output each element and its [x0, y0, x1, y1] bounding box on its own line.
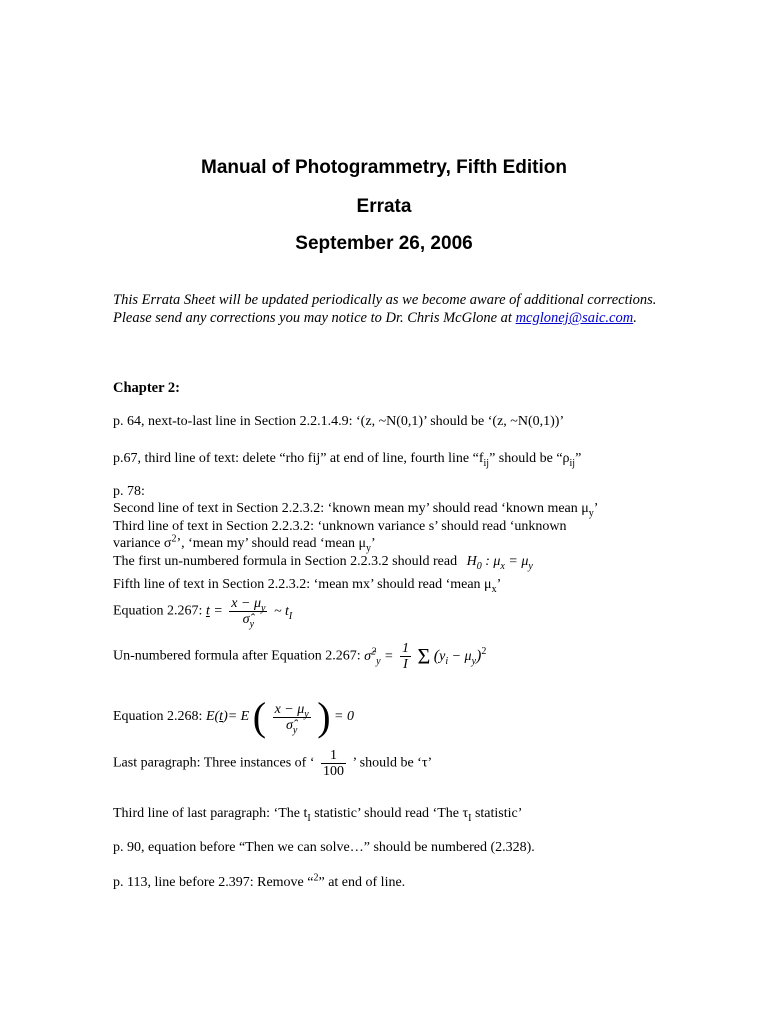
errata-p78: p. 78: [113, 484, 145, 499]
errata-p113: p. 113, line before 2.397: Remove “$^2$” at end of line. [113, 872, 406, 890]
errata-p78-line2: Third line of text in Section 2.2.3.2: ‘unknown variance s’ should read ‘unknown [113, 519, 567, 534]
errata-p78-line1: Second line of text in Section 2.2.3.2: ‘known mean my’ should read ‘known mean $\mu_y$’ [113, 501, 599, 519]
errata-p78-line4: The first un-numbered formula in Section 2.2.3.2 should read $H_0$ : $\mu_x = \mu_y$ [113, 554, 533, 572]
errata-p67: p.67, third line of text: delete “rho fij” at end of line, fourth line “$f_{ij}$” should be “$\rho_{ij}$” [113, 451, 582, 469]
document-title: Manual of Photogrammetry, Fifth Edition [201, 157, 567, 178]
equation-2-268: Equation 2.268: E(t)= E ( $\frac{x - \mu_y}{\sigmâ_y}$ ) = 0 [113, 694, 354, 739]
errata-p78-line5: Fifth line of text in Section 2.2.3.2: ‘mean mx’ should read ‘mean $\mu_x$’ [113, 577, 502, 595]
intro-text: This Errata Sheet will be updated periodically as we become aware of additional corrections. Please send any corrections you may notice to Dr. Chris McGlone at [113, 292, 657, 326]
equation-2-267: Equation 2.267: t = $\frac{x - \mu_y}{\sigmâ_y}$ ~ $t_I$ [113, 596, 293, 630]
fraction-2-267: $\frac{x - \mu_y}{\sigmâ_y}$ [231, 596, 266, 630]
chapter-heading: Chapter 2: [113, 380, 180, 396]
formula-h0: $H_0$ : $\mu_x = \mu_y$ [466, 554, 533, 572]
errata-p90: p. 90, equation before “Then we can solve…” should be numbered (2.328). [113, 840, 535, 855]
errata-third-line: Third line of last paragraph: ‘The $t_I$ statistic’ should read ‘The $\tau_I$ statistic’ [113, 806, 523, 824]
errata-p64: p. 64, next-to-last line in Section 2.2.1.4.9: ‘(z, ~N(0,1)’ should be ‘(z, ~N(0,1))’ [113, 414, 565, 429]
intro-paragraph: This Errata Sheet will be updated periodically as we become aware of additional corrections. Please send any corrections you may notice to Dr. Chris McGlone at mcglonej@saic.com. [113, 292, 657, 326]
email-link[interactable]: mcglonej@saic.com [515, 310, 634, 326]
summation-icon: Σ [417, 643, 431, 669]
document-date: September 26, 2006 [295, 233, 473, 254]
errata-p78-line3: variance $\sigma^2$’, ‘mean my’ should read ‘mean $\mu_y$’ [113, 533, 376, 554]
formula-after-2-267: Un-numbered formula after Equation 2.267: σ̂$^2_y$ = $\frac{1}{I}$ Σ $(y_i - \mu_y)^2$ [113, 641, 487, 672]
document-subtitle: Errata [356, 196, 412, 217]
errata-last-paragraph: Last paragraph: Three instances of ‘ $\frac{1}{100}$ ’ should be ‘τ’ [113, 748, 433, 779]
